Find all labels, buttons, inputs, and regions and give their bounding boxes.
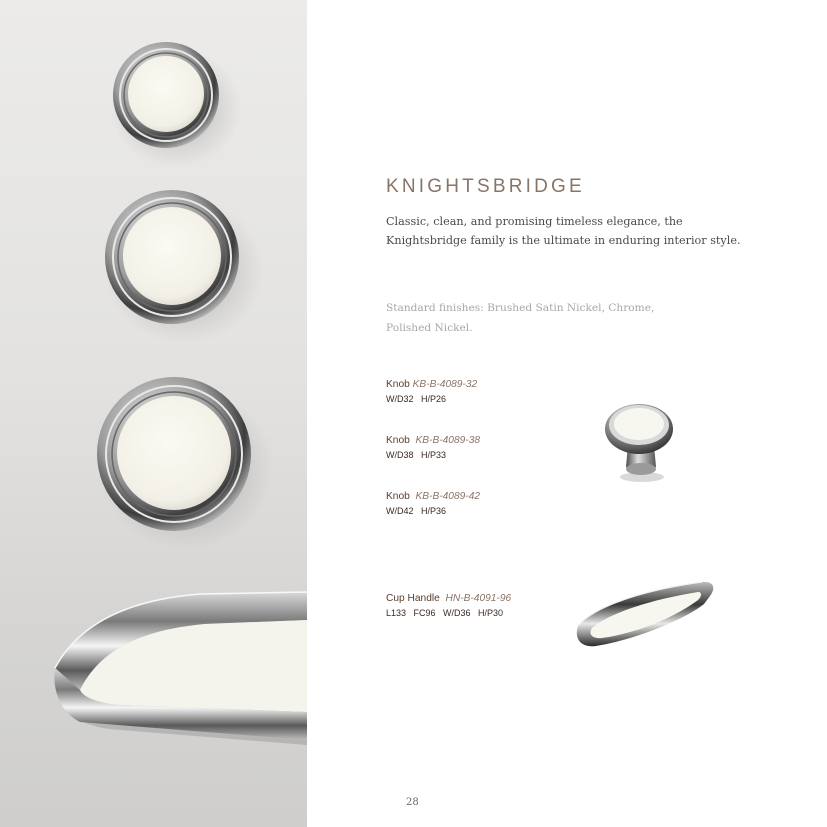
knob-medium-photo [104, 190, 264, 344]
product-photo-panel [0, 0, 307, 827]
product-photo [0, 0, 307, 827]
cup-handle-thumbnail-icon [574, 576, 716, 652]
product-cup-handle-96 [386, 592, 511, 620]
product-knob-38 [386, 434, 480, 462]
finishes-text: Standard finishes: Brushed Satin Nickel, Chrome, Polished Nickel. [386, 302, 655, 334]
page-number: 28 [406, 797, 419, 808]
page-title: KNIGHTSBRIDGE [386, 176, 585, 197]
product-knob-32 [386, 378, 477, 406]
knob-thumbnail-icon [596, 395, 682, 485]
intro-text: Classic, clean, and promising timeless elegance, the Knightsbridge family is the ultimate in enduring interior style. [386, 215, 741, 247]
product-type: Knob [386, 435, 410, 446]
product-code: KB-B-4089-42 [415, 491, 481, 502]
product-knob-42 [386, 490, 480, 518]
product-dimensions: W/D42 H/P36 [386, 506, 447, 516]
knob-small-photo [110, 42, 242, 168]
product-code: HN-B-4091-96 [445, 593, 512, 604]
product-type: Knob [386, 491, 410, 502]
product-dimensions: W/D38 H/P33 [386, 450, 447, 460]
product-type: Cup Handle [386, 593, 440, 604]
cup-handle-photo [54, 592, 307, 745]
knob-large-photo [97, 377, 274, 550]
product-dimensions: W/D32 H/P26 [386, 394, 447, 404]
product-code: KB-B-4089-38 [415, 435, 481, 446]
product-type: Knob [386, 379, 410, 390]
product-dimensions: L133 FC96 W/D36 H/P30 [386, 608, 504, 618]
product-code: KB-B-4089-32 [412, 379, 478, 390]
